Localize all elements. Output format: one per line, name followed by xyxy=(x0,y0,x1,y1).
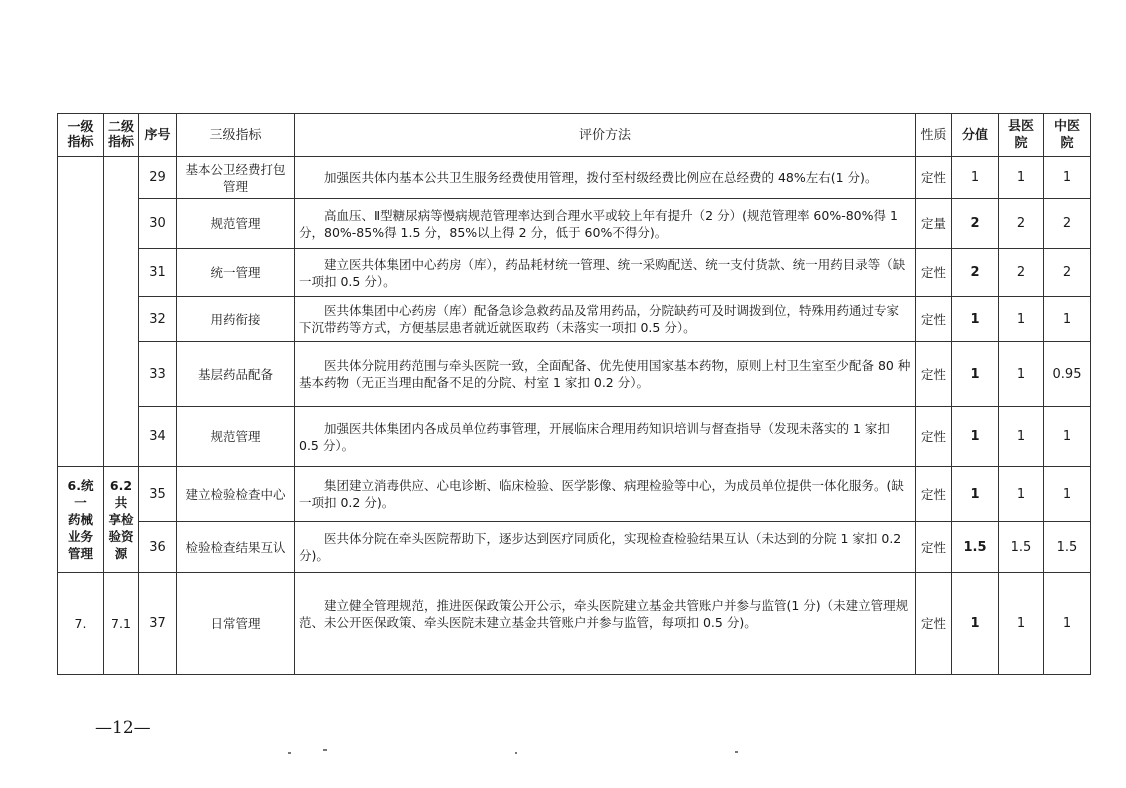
level2-cell-empty xyxy=(104,157,139,467)
row-tcm: 1.5 xyxy=(1044,522,1091,573)
row-seq: 34 xyxy=(139,407,177,467)
row-method: 医共体集团中心药房（库）配备急诊急救药品及常用药品，分院缺药可及时调拨到位，特殊用药通过专家下沉带药等方式，方便基层患者就近就医取药（未落实一项扣 0.5 分）。 xyxy=(295,297,916,342)
row-method: 建立健全管理规范，推进医保政策公开公示，牵头医院建立基金共管账户并参与监管(1 分)（未建立管理规范、未公开医保政策、牵头医院未建立基金共管账户并参与监管，每项扣 0.5 分)。 xyxy=(295,573,916,675)
row-indicator: 用药衔接 xyxy=(177,297,295,342)
row-indicator: 基层药品配备 xyxy=(177,342,295,407)
row-seq: 29 xyxy=(139,157,177,199)
header-tcm: 中医院 xyxy=(1044,114,1091,157)
row-county: 1 xyxy=(999,573,1044,675)
row-method: 高血压、Ⅱ型糖尿病等慢病规范管理率达到合理水平或较上年有提升（2 分）(规范管理率 60%-80%得 1 分，80%-85%得 1.5 分，85%以上得 2 分，低于 60%不得分)。 xyxy=(295,199,916,249)
row-score: 1.5 xyxy=(952,522,999,573)
row-score: 1 xyxy=(952,342,999,407)
row-seq: 35 xyxy=(139,467,177,522)
table-row xyxy=(58,522,1091,573)
row-seq: 36 xyxy=(139,522,177,573)
row-tcm: 0.95 xyxy=(1044,342,1091,407)
row-county: 1 xyxy=(999,467,1044,522)
table-row xyxy=(58,249,1091,297)
row-score: 1 xyxy=(952,573,999,675)
row-tcm: 1 xyxy=(1044,573,1091,675)
row-nature: 定性 xyxy=(916,157,952,199)
table-row xyxy=(58,407,1091,467)
row-nature: 定性 xyxy=(916,342,952,407)
header-county: 县医院 xyxy=(999,114,1044,157)
row-score: 1 xyxy=(952,297,999,342)
row-method: 医共体分院用药范围与牵头医院一致，全面配备、优先使用国家基本药物，原则上村卫生室至少配备 80 种基本药物（无正当理由配备不足的分院、村室 1 家扣 0.2 分）。 xyxy=(295,342,916,407)
row-county: 2 xyxy=(999,249,1044,297)
row-nature: 定性 xyxy=(916,407,952,467)
row-score: 2 xyxy=(952,199,999,249)
row-method: 加强医共体集团内各成员单位药事管理，开展临床合理用药知识培训与督查指导（发现未落实的 1 家扣 0.5 分）。 xyxy=(295,407,916,467)
table-row xyxy=(58,199,1091,249)
row-nature: 定性 xyxy=(916,297,952,342)
row-tcm: 1 xyxy=(1044,467,1091,522)
row-method: 加强医共体内基本公共卫生服务经费使用管理，拨付至村级经费比例应在总经费的 48%左右(1 分)。 xyxy=(295,157,916,199)
row-score: 1 xyxy=(952,157,999,199)
row-indicator: 统一管理 xyxy=(177,249,295,297)
table-row xyxy=(58,297,1091,342)
evaluation-table xyxy=(57,113,1091,675)
header-nature: 性质 xyxy=(916,114,952,157)
row-tcm: 1 xyxy=(1044,157,1091,199)
row-indicator: 检验检查结果互认 xyxy=(177,522,295,573)
row-method: 医共体分院在牵头医院帮助下，逐步达到医疗同质化，实现检查检验结果互认（未达到的分院 1 家扣 0.2 分)。 xyxy=(295,522,916,573)
scan-speck xyxy=(735,751,738,753)
level1-group-6: 6.统一 药械 业务 管理 xyxy=(58,467,104,573)
scan-speck xyxy=(515,752,517,754)
row-seq: 30 xyxy=(139,199,177,249)
level1-cell-empty xyxy=(58,157,104,467)
row-score: 1 xyxy=(952,467,999,522)
row-seq: 37 xyxy=(139,573,177,675)
level2-group-7-1: 7.1 xyxy=(104,573,139,675)
table-row xyxy=(58,342,1091,407)
row-seq: 31 xyxy=(139,249,177,297)
row-score: 2 xyxy=(952,249,999,297)
table-header-row xyxy=(58,114,1091,157)
row-nature: 定量 xyxy=(916,199,952,249)
row-county: 1 xyxy=(999,297,1044,342)
row-tcm: 2 xyxy=(1044,249,1091,297)
row-indicator: 基本公卫经费打包管理 xyxy=(177,157,295,199)
row-county: 1 xyxy=(999,407,1044,467)
row-tcm: 1 xyxy=(1044,297,1091,342)
row-tcm: 2 xyxy=(1044,199,1091,249)
table-row xyxy=(58,573,1091,675)
header-seq: 序号 xyxy=(139,114,177,157)
row-nature: 定性 xyxy=(916,522,952,573)
table-row xyxy=(58,467,1091,522)
row-nature: 定性 xyxy=(916,573,952,675)
row-method: 建立医共体集团中心药房（库），药品耗材统一管理、统一采购配送、统一支付货款、统一用药目录等（缺一项扣 0.5 分）。 xyxy=(295,249,916,297)
row-county: 2 xyxy=(999,199,1044,249)
level1-group-7: 7. xyxy=(58,573,104,675)
row-nature: 定性 xyxy=(916,467,952,522)
row-county: 1 xyxy=(999,157,1044,199)
header-level2: 二级 指标 xyxy=(104,114,139,157)
row-nature: 定性 xyxy=(916,249,952,297)
row-seq: 32 xyxy=(139,297,177,342)
page-number: —12— xyxy=(95,718,151,738)
row-county: 1 xyxy=(999,342,1044,407)
row-indicator: 规范管理 xyxy=(177,199,295,249)
table-row xyxy=(58,157,1091,199)
row-county: 1.5 xyxy=(999,522,1044,573)
row-indicator: 规范管理 xyxy=(177,407,295,467)
row-method: 集团建立消毒供应、心电诊断、临床检验、医学影像、病理检验等中心，为成员单位提供一体化服务。(缺一项扣 0.2 分)。 xyxy=(295,467,916,522)
row-tcm: 1 xyxy=(1044,407,1091,467)
header-method: 评价方法 xyxy=(295,114,916,157)
scan-speck xyxy=(323,749,327,751)
row-score: 1 xyxy=(952,407,999,467)
row-indicator: 建立检验检查中心 xyxy=(177,467,295,522)
scan-speck xyxy=(288,752,291,754)
level2-group-6-2: 6.2 共 享检 验资 源 xyxy=(104,467,139,573)
row-indicator: 日常管理 xyxy=(177,573,295,675)
header-level1: 一级 指标 xyxy=(58,114,104,157)
header-score: 分值 xyxy=(952,114,999,157)
row-seq: 33 xyxy=(139,342,177,407)
header-level3: 三级指标 xyxy=(177,114,295,157)
